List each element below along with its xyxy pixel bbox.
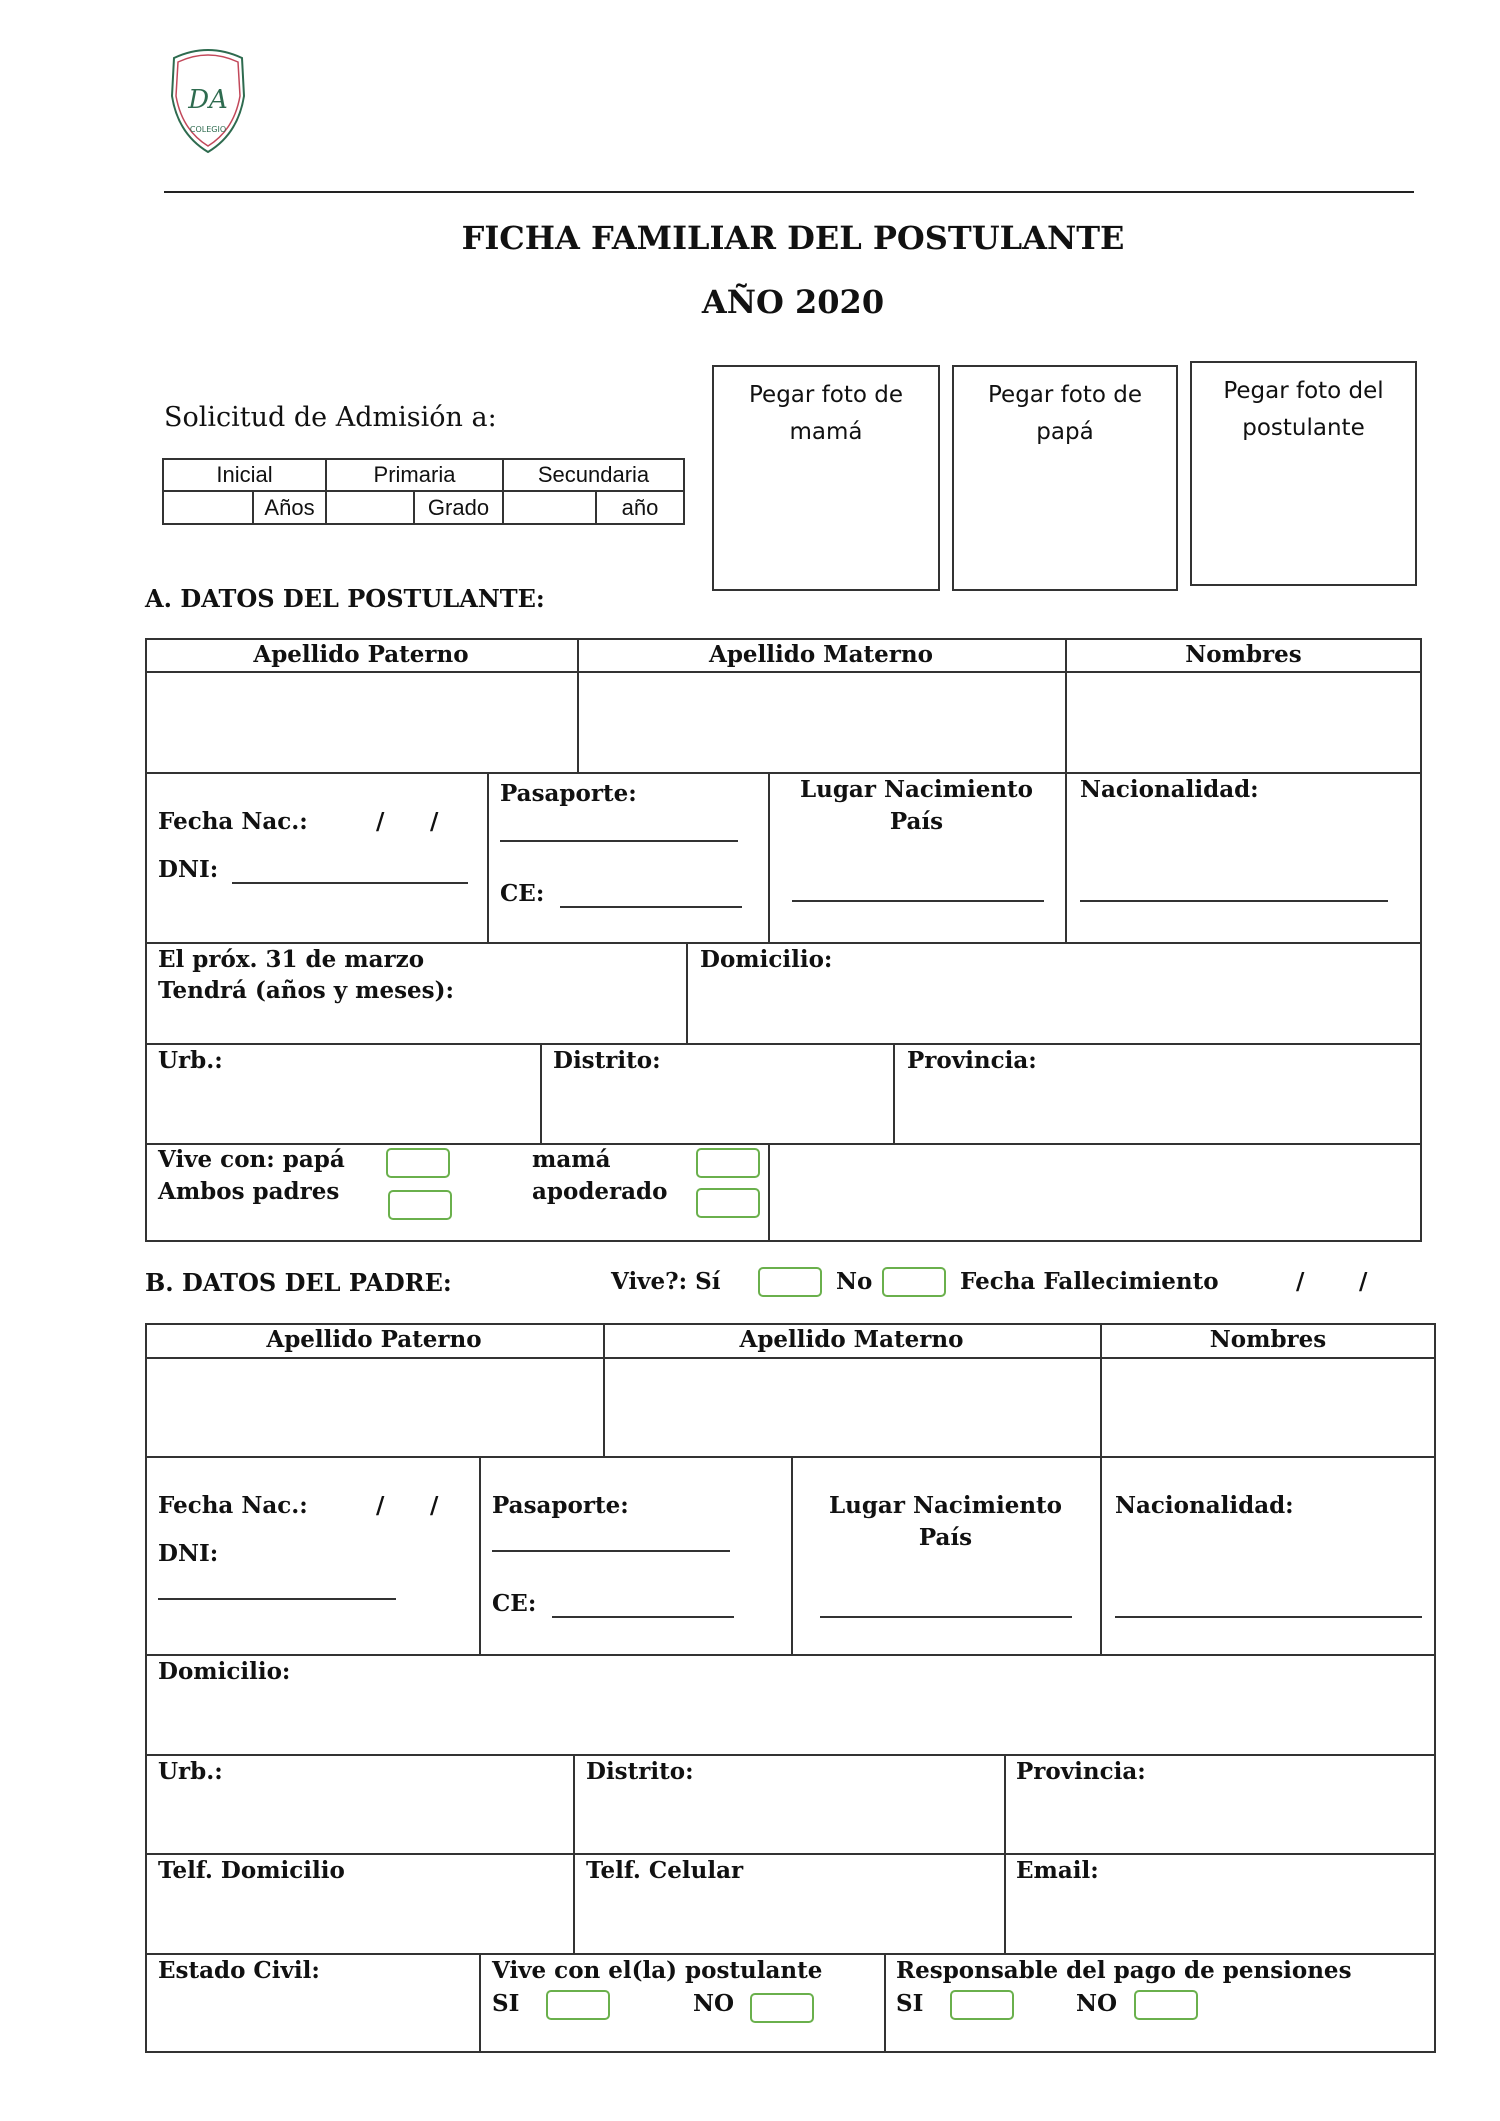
a-prox-label: El próx. 31 de marzo: [158, 946, 425, 973]
b-email-label: Email:: [1016, 1857, 1099, 1884]
a-vive-mama-checkbox[interactable]: [696, 1148, 760, 1178]
b-vive-si-label: SI: [492, 1990, 520, 2017]
photo-postulante-box: Pegar foto del postulante: [1190, 361, 1417, 586]
a-header-materno: Apellido Materno: [708, 641, 933, 668]
b-telf-cel-label: Telf. Celular: [586, 1857, 744, 1884]
a-vive-papa-checkbox[interactable]: [386, 1148, 450, 1178]
b-distrito-label: Distrito:: [586, 1758, 694, 1785]
b-resp-no-label: NO: [1076, 1990, 1118, 2017]
b-lugar-input[interactable]: [820, 1616, 1072, 1618]
b-vive-si-checkbox[interactable]: [758, 1267, 822, 1297]
b-vive-con-label: Vive con el(la) postulante: [492, 1957, 823, 1984]
b-pasaporte-label: Pasaporte:: [492, 1492, 629, 1519]
b-vive-label: Vive?: Sí: [611, 1268, 721, 1295]
slash: /: [1296, 1268, 1305, 1295]
a-materno-input[interactable]: [579, 674, 1063, 770]
b-nacionalidad-label: Nacionalidad:: [1115, 1492, 1294, 1519]
unit-ano: año: [621, 495, 659, 520]
b-lugar-label: Lugar Nacimiento: [828, 1492, 1063, 1519]
a-nombres-input[interactable]: [1067, 674, 1420, 770]
photo-mama-box: Pegar foto de mamá: [712, 365, 940, 591]
a-tendra-label: Tendrá (años y meses):: [158, 977, 454, 1004]
school-logo: [166, 46, 250, 156]
b-paterno-input[interactable]: [147, 1359, 601, 1454]
b-nacionalidad-input[interactable]: [1115, 1616, 1422, 1618]
a-ce-label: CE:: [500, 880, 545, 907]
slash: /: [376, 1492, 385, 1519]
a-apoderado-checkbox[interactable]: [696, 1188, 760, 1218]
inicial-input[interactable]: [162, 490, 254, 525]
b-resp-si-label: SI: [896, 1990, 924, 2017]
a-distrito-label: Distrito:: [553, 1047, 661, 1074]
b-vive-no-label2: NO: [693, 1990, 735, 2017]
slash: /: [430, 1492, 439, 1519]
b-resp-si-checkbox[interactable]: [950, 1990, 1014, 2020]
b-header-nombres: Nombres: [1209, 1326, 1327, 1353]
header-divider: [164, 191, 1414, 193]
b-dni-label: DNI:: [158, 1540, 219, 1567]
b-header-materno: Apellido Materno: [739, 1326, 964, 1353]
b-provincia-label: Provincia:: [1016, 1758, 1146, 1785]
a-lugar-input[interactable]: [792, 900, 1044, 902]
page-title: FICHA FAMILIAR DEL POSTULANTE: [461, 219, 1125, 257]
b-ce-label: CE:: [492, 1590, 537, 1617]
a-vive-papa-label: Vive con: papá: [158, 1146, 345, 1173]
a-ce-input[interactable]: [560, 906, 742, 908]
b-urb-label: Urb.:: [158, 1758, 223, 1785]
primaria-input[interactable]: [325, 490, 415, 525]
b-fecha-fall-label: Fecha Fallecimiento: [960, 1268, 1219, 1295]
b-ce-input[interactable]: [552, 1616, 734, 1618]
a-domicilio-label: Domicilio:: [700, 946, 833, 973]
section-b-title: B. DATOS DEL PADRE:: [145, 1268, 452, 1297]
b-dni-input[interactable]: [158, 1598, 396, 1600]
b-estado-civil-label: Estado Civil:: [158, 1957, 320, 1984]
slash: /: [430, 808, 439, 835]
b-header-paterno: Apellido Paterno: [266, 1326, 482, 1353]
b-materno-input[interactable]: [605, 1359, 1098, 1454]
slash: /: [1359, 1268, 1368, 1295]
level-secundaria: Secundaria: [537, 462, 650, 487]
b-domicilio-label: Domicilio:: [158, 1658, 291, 1685]
a-pasaporte-input[interactable]: [500, 840, 738, 842]
a-nacionalidad-label: Nacionalidad:: [1080, 776, 1259, 803]
a-header-paterno: Apellido Paterno: [253, 641, 469, 668]
b-telf-dom-label: Telf. Domicilio: [158, 1857, 345, 1884]
a-pasaporte-label: Pasaporte:: [500, 780, 637, 807]
b-vive-con-no-checkbox[interactable]: [750, 1993, 814, 2023]
section-a-title: A. DATOS DEL POSTULANTE:: [145, 584, 545, 613]
solicitud-label: Solicitud de Admisión a:: [164, 402, 497, 433]
page-subtitle: AÑO 2020: [701, 283, 885, 321]
a-pais-label: País: [889, 808, 944, 835]
a-fecha-label: Fecha Nac.:: [158, 808, 308, 835]
a-urb-label: Urb.:: [158, 1047, 223, 1074]
b-fecha-label: Fecha Nac.:: [158, 1492, 308, 1519]
b-vive-no-label: No: [836, 1268, 873, 1295]
a-dni-label: DNI:: [158, 856, 219, 883]
b-nombres-input[interactable]: [1102, 1359, 1434, 1454]
unit-anos: Años: [264, 495, 315, 520]
a-dni-input[interactable]: [232, 882, 468, 884]
b-vive-no-checkbox[interactable]: [882, 1267, 946, 1297]
secundaria-input[interactable]: [502, 490, 597, 525]
a-lugar-label: Lugar Nacimiento: [799, 776, 1034, 803]
unit-grado: Grado: [427, 495, 490, 520]
a-header-nombres: Nombres: [1185, 641, 1302, 668]
svg-text:COLEGIO: COLEGIO: [189, 125, 227, 134]
b-pais-label: País: [918, 1524, 973, 1551]
a-paterno-input[interactable]: [147, 674, 575, 770]
level-inicial: Inicial: [216, 462, 273, 487]
svg-text:DA: DA: [188, 85, 228, 115]
photo-papa-box: Pegar foto de papá: [952, 365, 1178, 591]
a-apoderado-label: apoderado: [532, 1178, 668, 1205]
level-primaria: Primaria: [373, 462, 456, 487]
b-resp-no-checkbox[interactable]: [1134, 1990, 1198, 2020]
b-responsable-label: Responsable del pago de pensiones: [896, 1957, 1352, 1984]
slash: /: [376, 808, 385, 835]
a-nacionalidad-input[interactable]: [1080, 900, 1388, 902]
a-ambos-label: Ambos padres: [158, 1178, 340, 1205]
b-vive-con-si-checkbox[interactable]: [546, 1990, 610, 2020]
a-vive-mama-label: mamá: [532, 1146, 611, 1173]
b-pasaporte-input[interactable]: [492, 1550, 730, 1552]
a-provincia-label: Provincia:: [907, 1047, 1037, 1074]
a-ambos-checkbox[interactable]: [388, 1190, 452, 1220]
